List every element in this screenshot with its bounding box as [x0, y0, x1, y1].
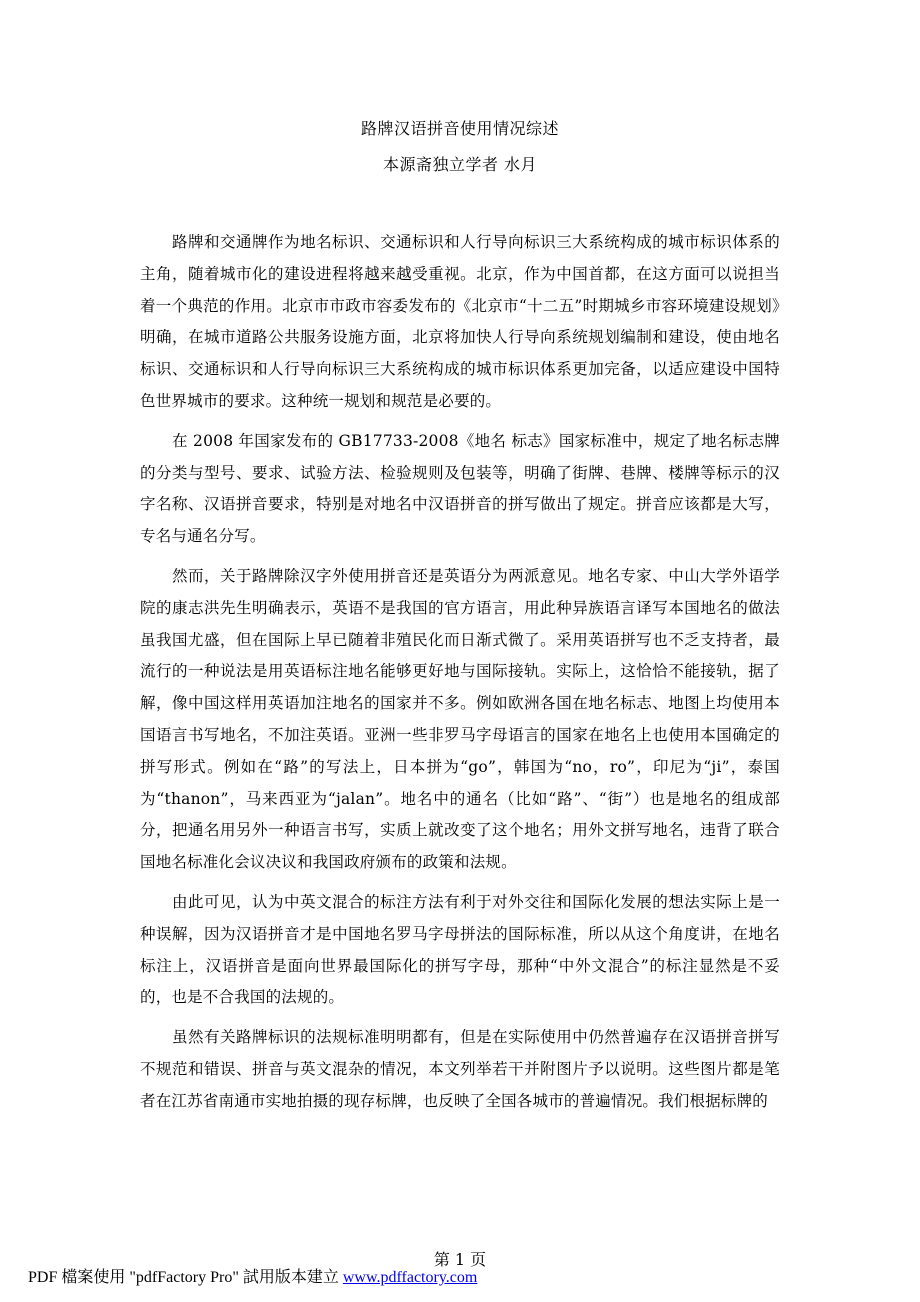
- document-body: [140, 227, 780, 1126]
- paragraph-3: 然而，关于路牌除汉字外使用拼音还是英语分为两派意见。地名专家、中山大学外语学院的康志洪先生明确表示，英语不是我国的官方语言，用此种异族语言译写本国地名的做法虽我国尤盛，但在国际上早已随着非殖民化而日渐式微了。采用英语拼写也不乏支持者，最流行的一种说法是用英语标注地名能够更好地与国际接轨。实际上，这恰恰不能接轨，据了解，像中国这样用英语加注地名的国家并不多。例如欧洲各国在地名标志、地图上均使用本国语言书写地名，不加注英语。亚洲一些非罗马字母语言的国家在地名上也使用本国确定的拼写形式。例如在“路”的写法上，日本拼为“go”，韩国为“no，ro”，印尼为“ji”，泰国为“thanon”，马来西亚为“jalan”。地名中的通名（比如“路”、“街”）也是地名的组成部分，把通名用另外一种语言书写，实质上就改变了这个地名；用外文拼写地名，违背了联合国地名标准化会议决议和我国政府颁布的政策和法规。: [140, 566, 780, 872]
- document-title: 路牌汉语拼音使用情况综述: [360, 119, 559, 138]
- paragraph-5: 虽然有关路牌标识的法规标准明明都有，但是在实际使用中仍然普遍存在汉语拼音拼写不规范和错误、拼音与英文混杂的情况，本文列举若干并附图片予以说明。这些图片都是笔者在江苏省南通市实地拍摄的现存标牌，也反映了全国各城市的普遍情况。我们根据标牌的: [140, 1028, 780, 1110]
- pdf-footer-note: [28, 1268, 477, 1288]
- document-author: 本源斋独立学者 水月: [382, 155, 538, 174]
- paragraph-4: 由此可见，认为中英文混合的标注方法有利于对外交往和国际化发展的想法实际上是一种误解，因为汉语拼音才是中国地名罗马字母拼法的国际标准，所以从这个角度讲，在地名标注上，汉语拼音是面向世界最国际化的拼写字母，那种“中外文混合”的标注显然是不妥的，也是不合我国的法规的。: [140, 892, 780, 1007]
- paragraph-2: 在 2008 年国家发布的 GB17733-2008《地名 标志》国家标准中，规定了地名标志牌的分类与型号、要求、试验方法、检验规则及包装等，明确了街牌、巷牌、楼牌等标示的汉字名称、汉语拼音要求，特别是对地名中汉语拼音的拼写做出了规定。拼音应该都是大写，专名与通名分写。: [140, 431, 780, 546]
- pdffactory-link[interactable]: www.pdffactory.com: [342, 1269, 478, 1286]
- pdf-footer-text: PDF 檔案使用 "pdfFactory Pro" 試用版本建立: [28, 1269, 343, 1286]
- paragraph-1: 路牌和交通牌作为地名标识、交通标识和人行导向标识三大系统构成的城市标识体系的主角，随着城市化的建设进程将越来越受重视。北京，作为中国首都，在这方面可以说担当着一个典范的作用。北京市市政市容委发布的《北京市“十二五”时期城乡市容环境建设规划》明确，在城市道路公共服务设施方面，北京将加快人行导向系统规划编制和建设，使由地名标识、交通标识和人行导向标识三大系统构成的城市标识体系更加完备，以适应建设中国特色世界城市的要求。这种统一规划和规范是必要的。: [140, 233, 780, 410]
- page-number: 第 1 页: [433, 1250, 487, 1269]
